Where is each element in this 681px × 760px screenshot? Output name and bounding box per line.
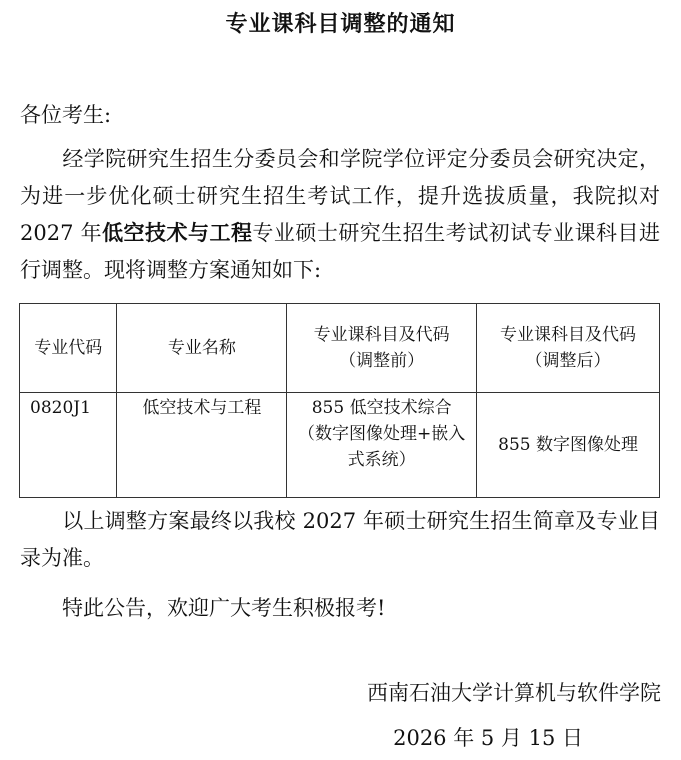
notice-date: 2026 年 5 月 15 日 [393,726,583,750]
intro-paragraph [20,141,660,289]
closing-paragraph-2 [20,590,660,627]
salutation: 各位考生: [20,103,112,127]
closing-text-1: 以上调整方案最终以我校 2027 年硕士研究生招生简章及专业目录为准。 [20,509,660,570]
header-subject-after-line2: （调整后） [525,351,611,371]
cell-major-code: 0820J1 [20,393,117,498]
closing-paragraph-1 [20,503,660,577]
closing-text-2: 特此公告，欢迎广大考生积极报考! [62,596,386,620]
notice-title: 专业课科目调整的通知 [225,12,456,37]
intro-text-part1: 经学院研究生招生分委员会和学院学位评定分委员会研究决定，为进一步优化硕士研究生招生考试工作，提升选拔质量，我院拟对 2027 年 [20,147,660,245]
header-major-name: 专业名称 [117,304,287,393]
header-subject-after-line1: 专业课科目及代码 [500,325,637,345]
header-major-code: 专业代码 [20,304,117,393]
signature: 西南石油大学计算机与软件学院 [367,681,661,705]
table-header-row [20,304,660,393]
adjustment-table [19,303,660,498]
cell-subject-after: 855 数字图像处理 [477,393,660,498]
header-subject-before [287,304,477,393]
table-row [20,393,660,498]
cell-subject-before-line1: 855 低空技术综合 [311,398,452,418]
cell-subject-before-line3: 式系统） [347,450,416,470]
header-subject-before-line2: （调整前） [339,351,425,371]
cell-subject-before-line2: （数字图像处理+嵌入 [298,424,466,444]
header-subject-before-line1: 专业课科目及代码 [313,325,450,345]
header-subject-after [477,304,660,393]
cell-subject-before [287,393,477,498]
intro-text-part2: 专业硕士研究生招生考试初试专业课科目进行调整。现将调整方案通知如下: [20,221,661,282]
cell-major-name: 低空技术与工程 [117,393,287,498]
program-name-emphasis: 低空技术与工程 [102,221,253,245]
